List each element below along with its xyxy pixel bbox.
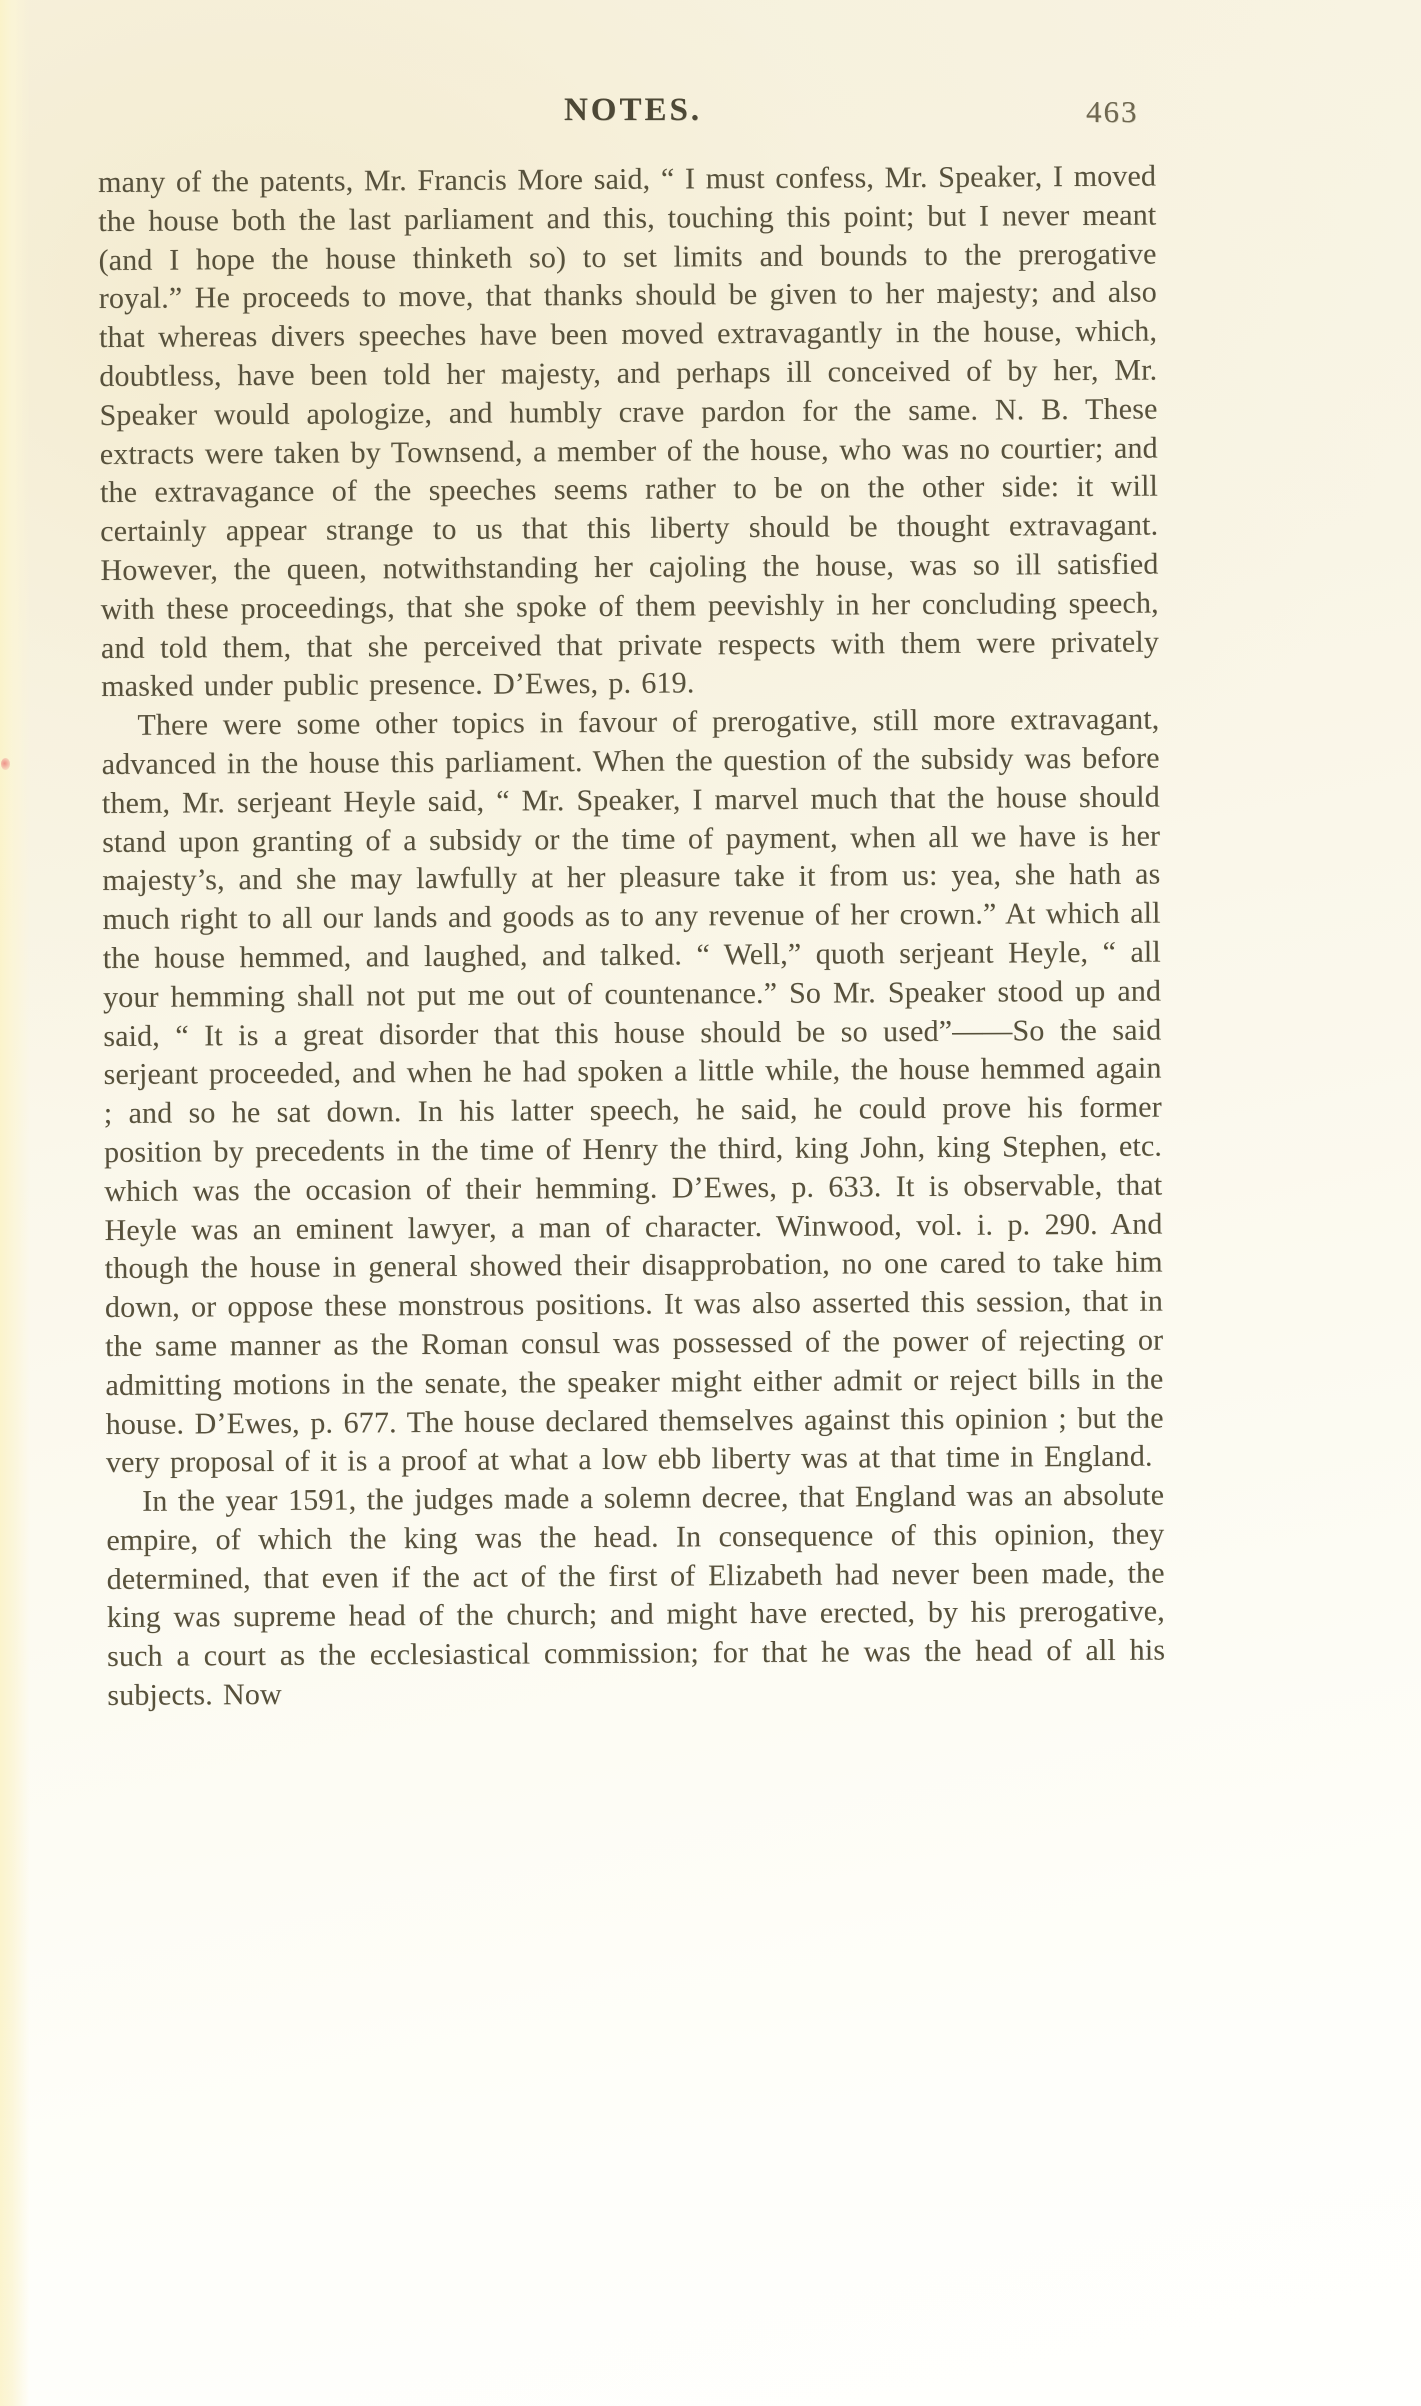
- page-number: 463: [1086, 94, 1139, 129]
- scan-edge-strip: [0, 0, 30, 2406]
- paragraph-continuation: many of the patents, Mr. Francis More said, “ I must confess, Mr. Speaker, I moved the house both the last parliament and this, touching this point; but I never meant (and I hope the house thinketh so) to set limits and bounds to the prerogative royal.” He proceeds to move, that thanks should be given to her majesty; and also that whereas divers speeches have been moved extravagantly in the house, which, doubtless, have been told her majesty, and perhaps ill conceived of by her, Mr. Speaker would apologize, and humbly crave pardon for the same. N. B. These extracts were taken by Townsend, a member of the house, who was no courtier; and the extravagance of the speeches seems rather to be on the other side: it will certainly appear strange to us that this liberty should be thought extravagant. However, the queen, notwithstanding her cajoling the house, was so ill satisfied with these proceedings, that she spoke of them peevishly in her concluding speech, and told them, that she perceived that private respects with them were privately masked under public presence. D’Ewes, p. 619.: [98, 159, 1160, 704]
- notes-text-block: [98, 158, 1165, 1716]
- stain-mark: [1, 758, 10, 770]
- paragraph-prerogative-topics: There were some other topics in favour of prerogative, still more extravagant, advanced in the house this parliament. When the question of the subsidy was before them, Mr. serjeant Heyle said, “ Mr. Speaker, I marvel much that the house should stand upon granting of a subsidy or the time of payment, when all we have is her majesty’s, and she may lawfully at her pleasure take it from us: yea, she hath as much right to all our lands and goods as to any revenue of her crown.” At which all the house hemmed, and laughed, and talked. “ Well,” quoth serjeant Heyle, “ all your hemming shall not put me out of countenance.” So Mr. Speaker stood up and said, “ It is a great disorder that this house should be so used”——So the said serjeant proceeded, and when he had spoken a little while, the house hemmed again ; and so he sat down. In his latter speech, he said, he could prove his former position by precedents in the time of Henry the third, king John, king Stephen, etc. which was the occasion of their hemming. D’Ewes, p. 633. It is observable, that Heyle was an eminent lawyer, a man of character. Winwood, vol. i. p. 290. And though the house in general showed their disapprobation, no one cared to take him down, or oppose these monstrous positions. It was also asserted this session, that in the same manner as the Roman consul was possessed of the power of rejecting or admitting motions in the senate, the speaker might either admit or reject bills in the house. D’Ewes, p. 677. The house declared themselves against this opinion ; but the very proposal of it is a proof at what a low ebb liberty was at that time in England.: [101, 702, 1164, 1480]
- running-head-title: NOTES.: [563, 92, 703, 128]
- paragraph-year-1591: In the year 1591, the judges made a solemn decree, that England was an absolute empire, of which the king was the head. In consequence of this opinion, they determined, that even if the act of the first of Elizabeth had never been made, the king was supreme head of the church; and might have erected, by his prerogative, such a court as the ecclesiastical commission; for that he was the head of all his subjects. Now: [106, 1478, 1166, 1713]
